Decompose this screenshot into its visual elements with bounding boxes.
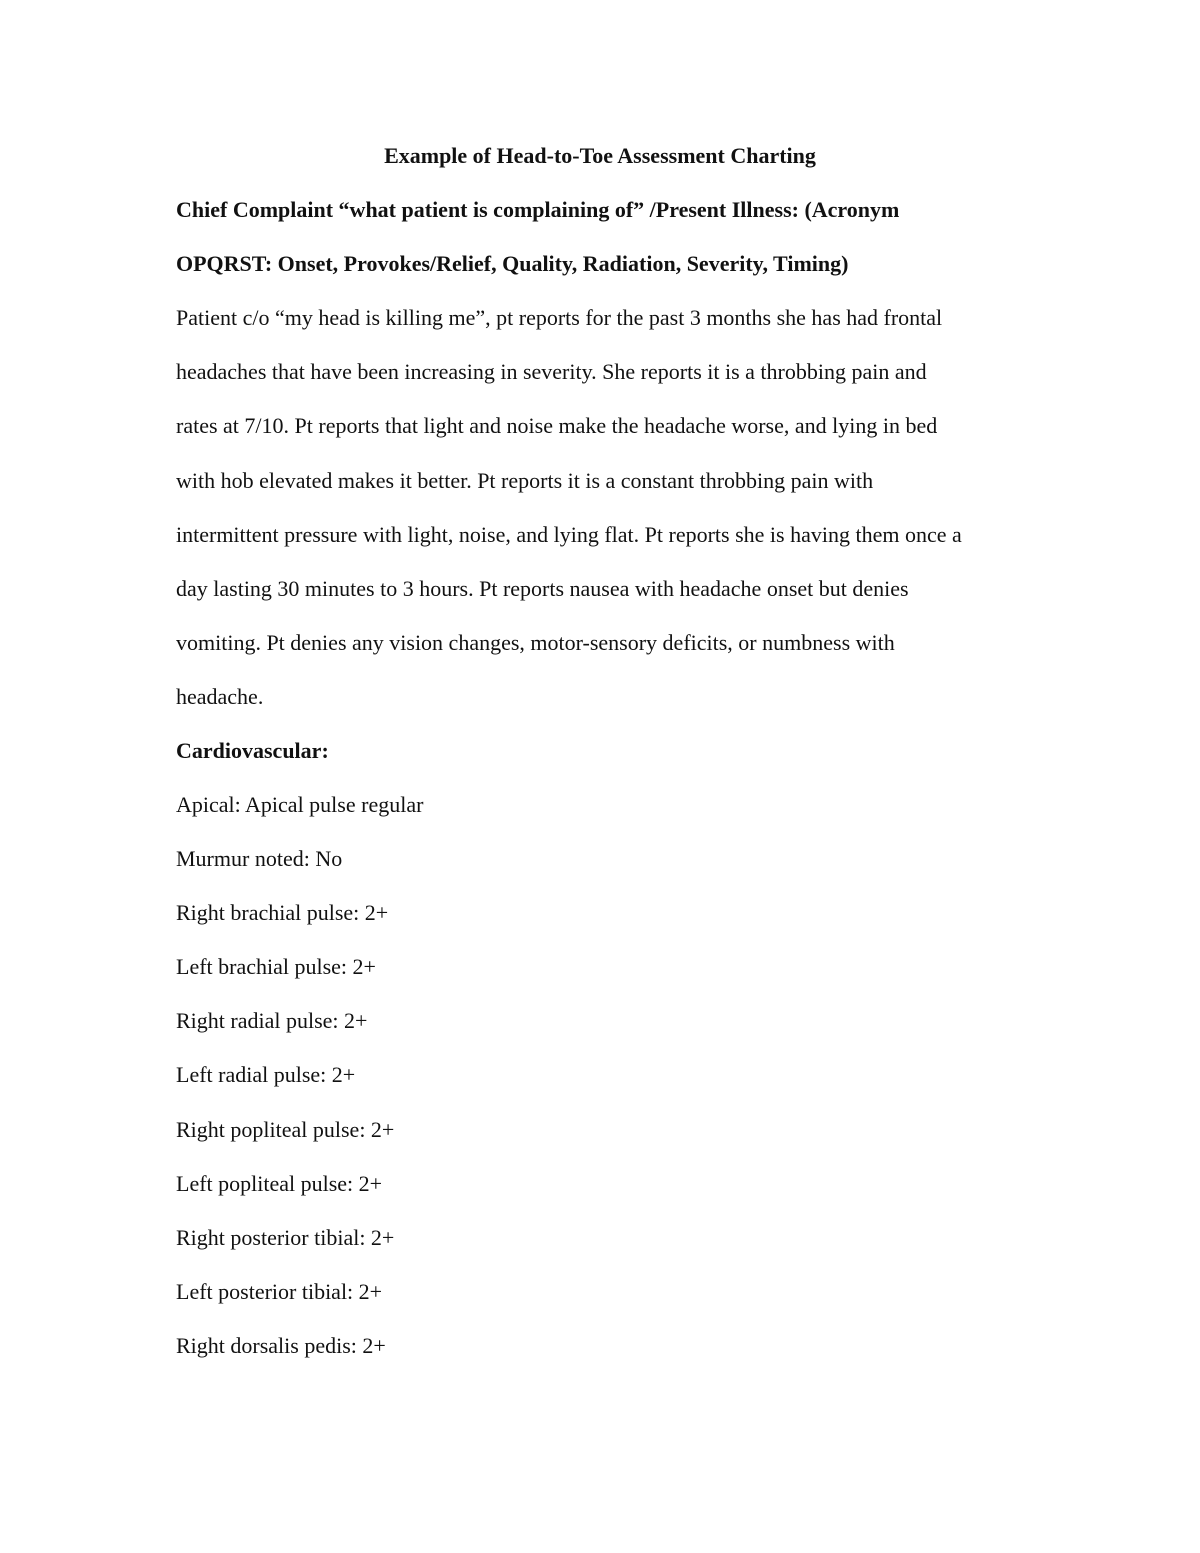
cardiovascular-item: Murmur noted: No (176, 846, 343, 871)
cardiovascular-item: Right brachial pulse: 2+ (176, 900, 389, 925)
narrative-line: rates at 7/10. Pt reports that light and noise make the headache worse, and lying in bed (176, 413, 938, 438)
cardiovascular-item: Right popliteal pulse: 2+ (176, 1117, 395, 1142)
cardiovascular-item: Left radial pulse: 2+ (176, 1062, 356, 1087)
cardiovascular-item: Left brachial pulse: 2+ (176, 954, 376, 979)
narrative-line: day lasting 30 minutes to 3 hours. Pt reports nausea with headache onset but denies (176, 576, 909, 601)
narrative-line: intermittent pressure with light, noise, and lying flat. Pt reports she is having them once a (176, 522, 962, 547)
cardiovascular-item: Right dorsalis pedis: 2+ (176, 1333, 386, 1358)
narrative-line: headaches that have been increasing in severity. She reports it is a throbbing pain and (176, 359, 927, 384)
narrative-line: vomiting. Pt denies any vision changes, motor-sensory deficits, or numbness with (176, 630, 895, 655)
cardiovascular-item: Left posterior tibial: 2+ (176, 1279, 383, 1304)
chief-complaint-heading-line-2: OPQRST: Onset, Provokes/Relief, Quality, Radiation, Severity, Timing) (176, 251, 849, 276)
chief-complaint-heading-line-1: Chief Complaint “what patient is complaining of” /Present Illness: (Acronym (176, 197, 900, 222)
narrative-line: with hob elevated makes it better. Pt reports it is a constant throbbing pain with (176, 468, 874, 493)
cardiovascular-item: Apical: Apical pulse regular (176, 792, 424, 817)
document-title: Example of Head-to-Toe Assessment Charting (384, 143, 816, 168)
cardiovascular-item: Right radial pulse: 2+ (176, 1008, 368, 1033)
cardiovascular-item: Right posterior tibial: 2+ (176, 1225, 395, 1250)
narrative-line: Patient c/o “my head is killing me”, pt reports for the past 3 months she has had frontal (176, 305, 943, 330)
cardiovascular-heading: Cardiovascular: (176, 738, 329, 763)
cardiovascular-item: Left popliteal pulse: 2+ (176, 1171, 383, 1196)
narrative-line: headache. (176, 684, 264, 709)
